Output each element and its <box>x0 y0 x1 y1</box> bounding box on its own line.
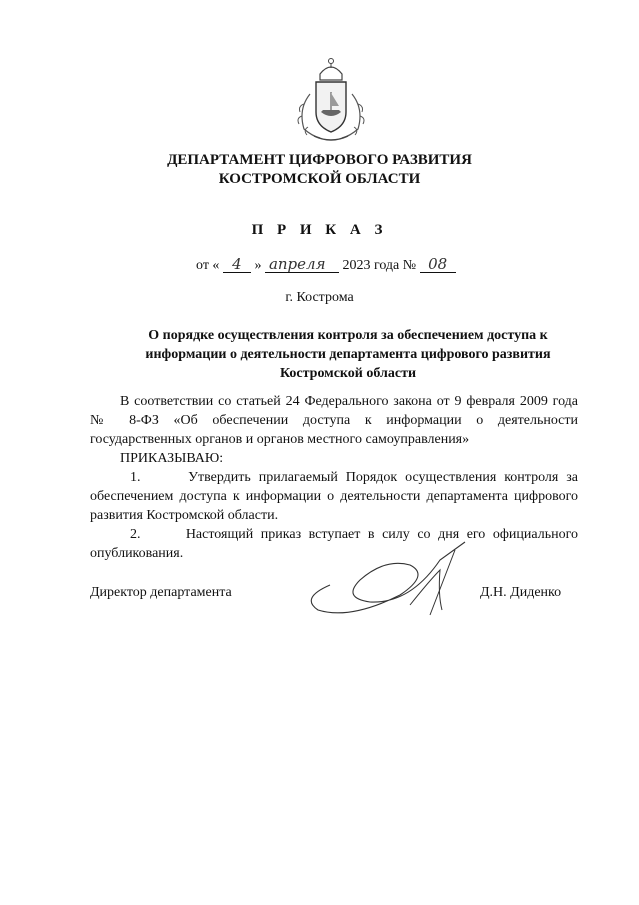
order-city: г. Кострома <box>285 290 354 305</box>
department-name-line2: КОСТРОМСКОЙ ОБЛАСТИ <box>218 171 421 187</box>
order-day: 4 <box>223 257 251 273</box>
coat-of-arms-icon <box>290 54 372 144</box>
preamble-paragraph: В соответствии со статьей 24 Федерального закона от 9 февраля 2009 года № 8-ФЗ «Об обеспечении доступа к информации о деятельности государственных органов и органов местного самоуправления» <box>90 394 578 447</box>
subject-line: Костромской области <box>279 366 417 381</box>
order-date-line <box>196 257 456 274</box>
order-month: апреля <box>265 257 339 273</box>
order-item: 1. Утвердить прилагаемый Порядок осуществления контроля за обеспечением доступа к информации о деятельности департамента цифрового развития Костромской области. <box>90 470 578 523</box>
signatory-position: Директор департамента <box>90 585 232 600</box>
order-body <box>90 392 578 563</box>
order-year: 2023 года № <box>342 258 417 273</box>
order-item: 2. Настоящий приказ вступает в силу со дня его официального опубликования. <box>90 527 578 561</box>
subject-line: информации о деятельности департамента цифрового развития <box>145 347 551 362</box>
date-prefix: от « <box>196 258 220 273</box>
signatory-name: Д.Н. Диденко <box>480 585 562 600</box>
order-title: П Р И К А З <box>251 222 388 238</box>
order-subject <box>110 326 586 383</box>
date-close-quote: » <box>254 258 262 273</box>
department-name-line1: ДЕПАРТАМЕНТ ЦИФРОВОГО РАЗВИТИЯ <box>167 152 472 168</box>
subject-line: О порядке осуществления контроля за обеспечением доступа к <box>148 328 548 343</box>
order-number: 08 <box>420 257 456 273</box>
command-word: ПРИКАЗЫВАЮ: <box>120 451 224 466</box>
signature-icon <box>290 540 480 620</box>
